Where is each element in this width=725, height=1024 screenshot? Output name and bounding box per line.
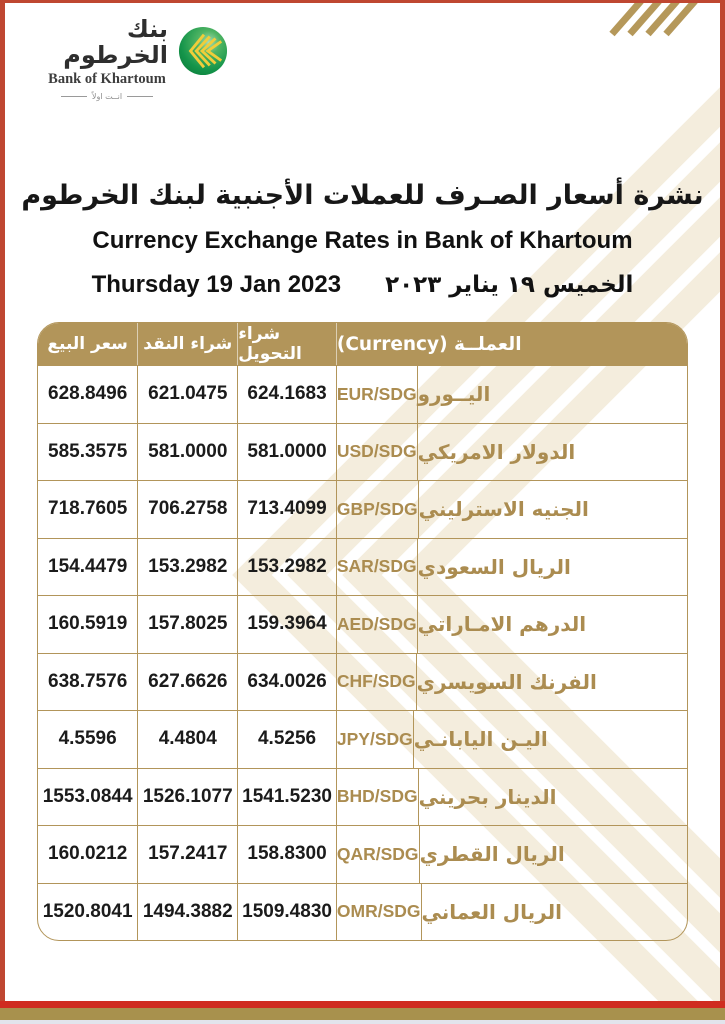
transfer-buy-cell: 1541.5230 [237, 769, 336, 826]
sell-price-cell: 4.5596 [58, 728, 117, 750]
bank-tagline-text: انــت اولاً [91, 91, 123, 101]
tagline-dash-right [127, 96, 153, 97]
transfer-buy-cell: 624.1683 [237, 366, 336, 423]
header-transfer-buy: شراء التحويل [237, 323, 336, 365]
sell-price-cell: 154.4479 [48, 555, 128, 577]
bank-logo [46, 16, 228, 101]
bank-logo-globe-icon [178, 26, 228, 76]
table-row [38, 825, 687, 883]
sell-price-cell: 1553.0844 [42, 785, 133, 807]
table-row [38, 423, 687, 481]
bank-logo-text [46, 16, 168, 101]
sell-price-cell: 718.7605 [48, 498, 128, 520]
table-header-row [38, 323, 687, 365]
currency-code-cell: QAR/SDG [336, 826, 419, 883]
table-row [38, 538, 687, 596]
bulletin-title-english: Currency Exchange Rates in Bank of Khartoum [92, 227, 633, 254]
sell-price-cell: 585.3575 [48, 440, 128, 462]
currency-code-cell: EUR/SDG [336, 366, 417, 423]
bulletin-title-arabic: نشرة أسعار الصـرف للعملات الأجنبية لبنك الخرطوم [21, 180, 704, 211]
cash-buy-cell: 1494.3882 [137, 884, 237, 941]
corner-stripes-icon [612, 1, 695, 34]
footer-gold-bar [0, 1008, 725, 1020]
bank-tagline [46, 92, 168, 101]
transfer-buy-cell: 153.2982 [237, 539, 336, 596]
transfer-buy-cell: 159.3964 [237, 596, 336, 653]
currency-code-cell: AED/SDG [336, 596, 417, 653]
sell-price-cell: 638.7576 [48, 670, 128, 692]
bank-calligraphy: بنك الخرطوم [63, 15, 168, 70]
transfer-buy-cell: 634.0026 [237, 654, 336, 711]
cash-buy-cell: 706.2758 [137, 481, 237, 538]
date-line [0, 271, 725, 299]
currency-name-cell: الجنيه الاسترليني [418, 481, 687, 538]
tagline-dash-left [61, 96, 87, 97]
table-row [38, 883, 687, 941]
cash-buy-cell: 157.8025 [137, 596, 237, 653]
sell-price-cell: 628.8496 [48, 383, 128, 405]
footer-red-bar [0, 1001, 725, 1008]
currency-name-cell: اليــورو [417, 366, 687, 423]
currency-code-cell: OMR/SDG [336, 884, 421, 941]
currency-name-cell: الريال القطري [419, 826, 687, 883]
currency-code-cell: BHD/SDG [336, 769, 418, 826]
footer-gray-bar [0, 1020, 725, 1024]
currency-name-cell: الدينار بحريني [418, 769, 687, 826]
header-currency: العملــة (Currency) [336, 323, 687, 365]
table-row [38, 653, 687, 711]
transfer-buy-cell: 581.0000 [237, 424, 336, 481]
currency-name-cell: اليـن اليابانـي [413, 711, 687, 768]
exchange-rates-table [37, 322, 688, 941]
currency-name-cell: الدولار الامريكي [417, 424, 687, 481]
transfer-buy-cell: 713.4099 [237, 481, 336, 538]
sell-price-cell: 160.5919 [48, 613, 128, 635]
cash-buy-cell: 1526.1077 [137, 769, 237, 826]
sell-price-cell: 160.0212 [48, 843, 128, 865]
transfer-buy-cell: 4.5256 [237, 711, 336, 768]
cash-buy-cell: 627.6626 [137, 654, 237, 711]
table-row [38, 365, 687, 423]
transfer-buy-cell: 158.8300 [237, 826, 336, 883]
cash-buy-cell: 621.0475 [137, 366, 237, 423]
date-english: Thursday 19 Jan 2023 [91, 271, 342, 298]
bank-name: Bank of Khartoum [48, 70, 166, 87]
page-border-top [0, 0, 725, 3]
currency-code-cell: GBP/SDG [336, 481, 418, 538]
table-row [38, 595, 687, 653]
table-row [38, 480, 687, 538]
currency-code-cell: CHF/SDG [336, 654, 416, 711]
table-row [38, 710, 687, 768]
currency-code-cell: USD/SDG [336, 424, 417, 481]
currency-name-cell: الفرنك السويسري [416, 654, 687, 711]
cash-buy-cell: 581.0000 [137, 424, 237, 481]
cash-buy-cell: 153.2982 [137, 539, 237, 596]
currency-code-cell: JPY/SDG [336, 711, 413, 768]
currency-name-cell: الريال السعودي [417, 539, 687, 596]
table-row [38, 768, 687, 826]
page-border-left [0, 0, 5, 1008]
currency-code-cell: SAR/SDG [336, 539, 417, 596]
header-cash-buy: شراء النقد [137, 323, 237, 365]
transfer-buy-cell: 1509.4830 [237, 884, 336, 941]
header-sell-price: سعر البيع [47, 334, 128, 354]
currency-name-cell: الريال العماني [421, 884, 688, 941]
currency-name-cell: الدرهم الامـاراتي [417, 596, 687, 653]
cash-buy-cell: 4.4804 [137, 711, 237, 768]
sell-price-cell: 1520.8041 [42, 900, 133, 922]
cash-buy-cell: 157.2417 [137, 826, 237, 883]
date-arabic: الخميس ١٩ يناير ٢٠٢٣ [385, 272, 634, 298]
page-border-right [720, 0, 725, 1008]
